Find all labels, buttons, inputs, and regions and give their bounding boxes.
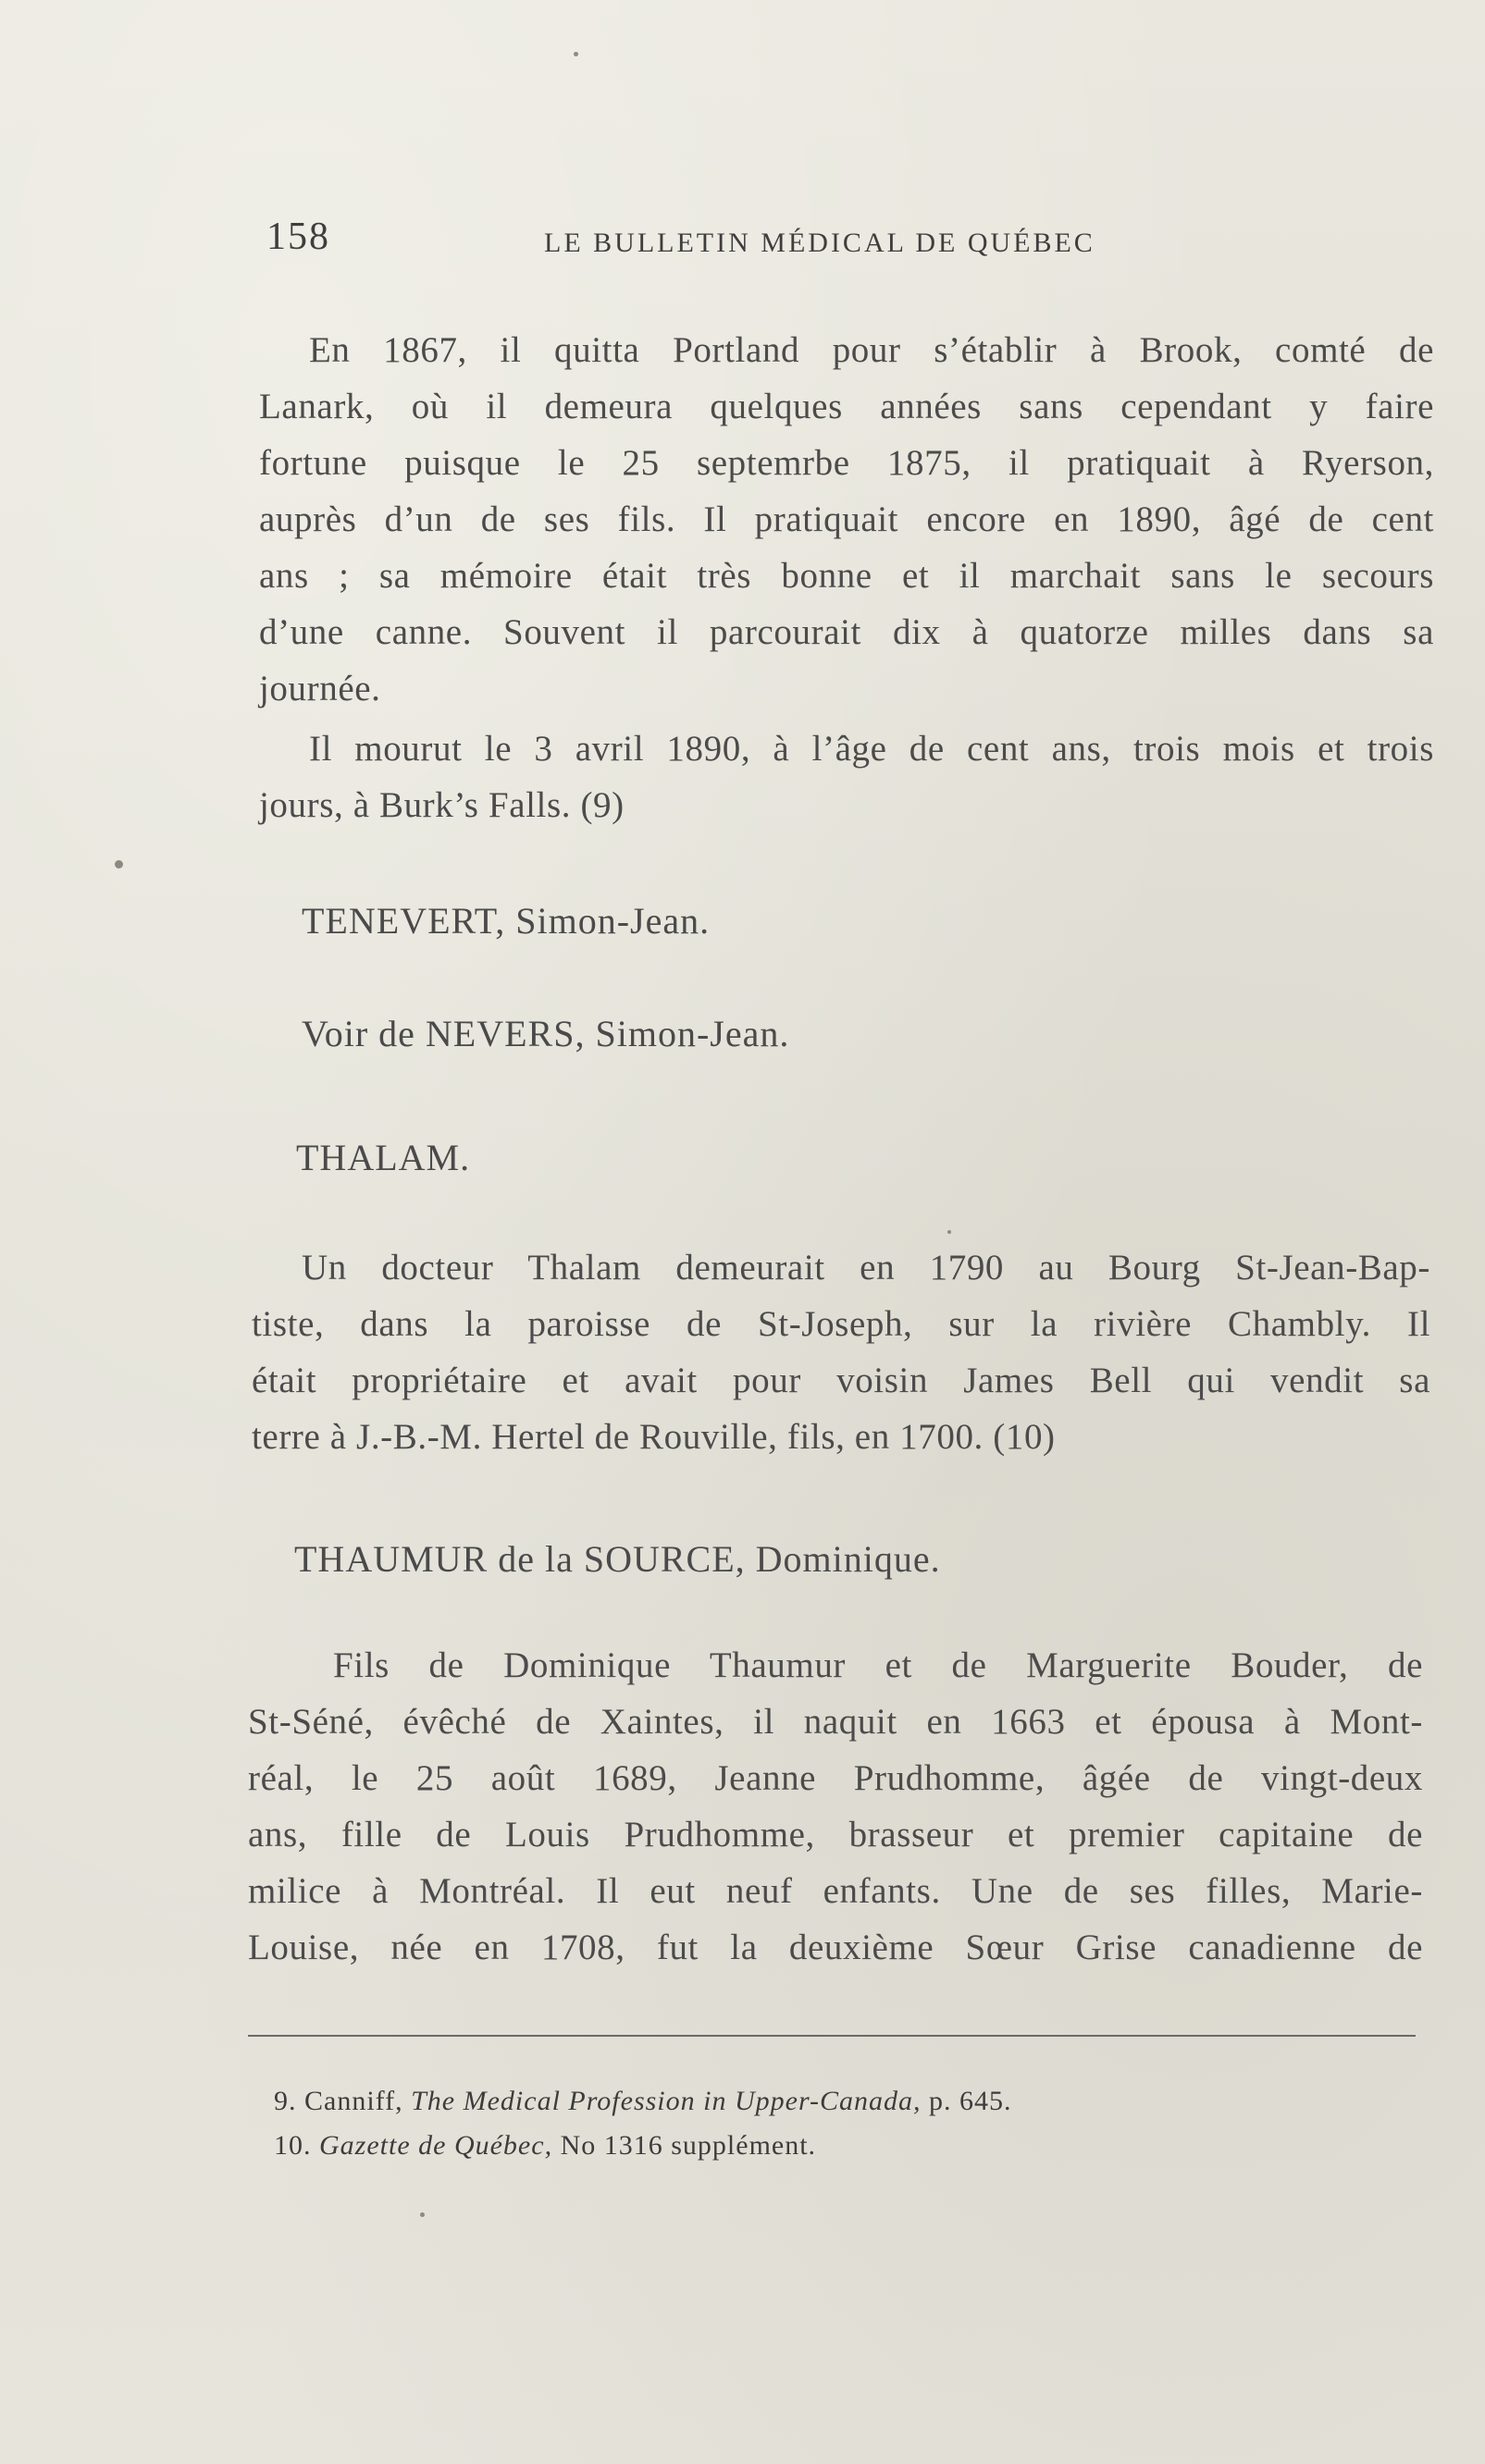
paper-speck [420, 2212, 425, 2217]
footnote-divider [248, 2035, 1416, 2037]
footnote-title: Gazette de Québec, [319, 2130, 553, 2161]
page-number: 158 [266, 216, 330, 258]
text-line: tiste, dans la paroisse de St-Joseph, sur la rivière Chambly. Il [252, 1304, 1430, 1344]
text-line: En 1867, il quitta Portland pour s’établir à Brook, comté de [309, 330, 1434, 370]
entry-heading-tenevert: TENEVERT, Simon-Jean. [302, 900, 711, 942]
footnote-number: 9. [274, 2086, 297, 2116]
text-line: milice à Montréal. Il eut neuf enfants. Une de ses filles, Marie- [248, 1871, 1423, 1911]
footnote-title: The Medical Profession in Upper-Canada, [411, 2086, 922, 2116]
text-line: Un docteur Thalam demeurait en 1790 au Bourg St-Jean-Bap- [302, 1248, 1430, 1287]
cross-reference-nevers: Voir de NEVERS, Simon-Jean. [302, 1013, 790, 1054]
paragraph-thaumur [248, 1637, 1423, 1976]
footnote-reference: No 1316 supplément. [560, 2130, 817, 2161]
text-line: ans, fille de Louis Prudhomme, brasseur et premier capitaine de [248, 1815, 1423, 1854]
text-line: réal, le 25 août 1689, Jeanne Prudhomme, âgée de vingt-deux [248, 1758, 1423, 1798]
text-line: ans ; sa mémoire était très bonne et il marchait sans le secours [259, 556, 1434, 596]
paragraph-death [259, 721, 1434, 833]
paragraph-thalam [252, 1239, 1430, 1465]
footnote-author: Canniff, [304, 2086, 403, 2116]
footnote-reference: p. 645. [929, 2086, 1012, 2116]
text-line: Louise, née en 1708, fut la deuxième Sœur Grise canadienne de [248, 1928, 1423, 1967]
text-line: d’une canne. Souvent il parcourait dix à quatorze milles dans sa [259, 612, 1434, 652]
text-line: Il mourut le 3 avril 1890, à l’âge de cent ans, trois mois et trois [309, 729, 1434, 769]
running-head: LE BULLETIN MÉDICAL DE QUÉBEC [544, 228, 1095, 258]
paragraph-tenevert-biography [259, 322, 1434, 717]
text-line: Fils de Dominique Thaumur et de Marguerite Bouder, de [333, 1645, 1423, 1685]
paper-speck [115, 860, 123, 869]
text-line: était propriétaire et avait pour voisin James Bell qui vendit sa [252, 1361, 1430, 1400]
entry-heading-thalam: THALAM. [296, 1137, 471, 1178]
text-line: fortune puisque le 25 septemrbe 1875, il pratiquait à Ryerson, [259, 443, 1434, 483]
text-line: journée. [259, 669, 381, 708]
text-line: Lanark, où il demeura quelques années sans cependant y faire [259, 387, 1434, 426]
text-line: jours, à Burk’s Falls. (9) [259, 785, 625, 825]
footnote-number: 10. [274, 2130, 312, 2161]
footnotes [274, 2079, 1012, 2168]
text-line: terre à J.-B.-M. Hertel de Rouville, fils, en 1700. (10) [252, 1417, 1056, 1457]
text-line: auprès d’un de ses fils. Il pratiquait encore en 1890, âgé de cent [259, 499, 1434, 539]
paper-speck [947, 1230, 951, 1234]
text-line: St-Séné, évêché de Xaintes, il naquit en 1663 et épousa à Mont- [248, 1702, 1423, 1742]
footnote-9 [274, 2079, 1012, 2124]
entry-heading-thaumur: THAUMUR de la SOURCE, Dominique. [294, 1538, 941, 1580]
footnote-10 [274, 2124, 1012, 2168]
paper-speck [574, 52, 578, 56]
